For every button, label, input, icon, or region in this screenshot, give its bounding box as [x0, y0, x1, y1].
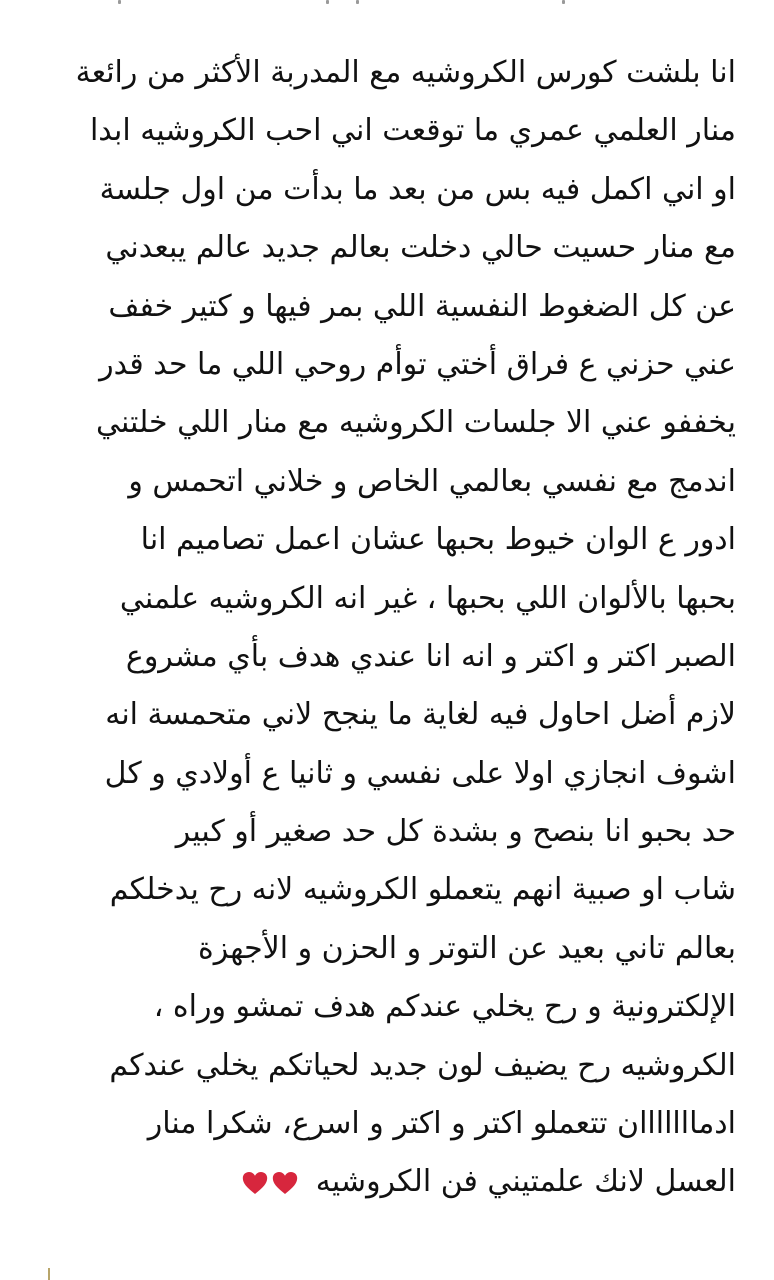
edge-mark — [562, 0, 565, 4]
hearts-group — [238, 1154, 298, 1212]
bottom-edge-mark — [48, 1268, 50, 1280]
text-line: الكروشيه رح يضيف لون جديد لحياتكم يخلي عندكم — [109, 1047, 736, 1083]
edge-mark — [356, 0, 359, 4]
text-line: حد بحبو انا بنصح و بشدة كل حد صغير أو كبير — [175, 814, 736, 850]
text-line: شاب او صبية انهم يتعملو الكروشيه لانه رح يدخلكم — [109, 872, 736, 908]
text-line: اندمج مع نفسي بعالمي الخاص و خلاني اتحمس و — [128, 463, 736, 499]
text-line: اشوف انجازي اولا على نفسي و ثانيا ع أولادي و كل — [104, 755, 736, 791]
text-line: بعالم تاني بعيد عن التوتر و الحزن و الأجهزة — [198, 930, 736, 966]
heart-icon — [272, 1171, 298, 1195]
text-line: عن كل الضغوط النفسية اللي بمر فيها و كتير خفف — [108, 288, 736, 324]
text-line: او اني اكمل فيه بس من بعد ما بدأت من اول جلسة — [99, 171, 736, 207]
text-line: الإلكترونية و رح يخلي عندكم هدف تمشو وراه ، — [153, 989, 736, 1025]
text-line: ادور ع الوان خيوط بحبها عشان اعمل تصاميم انا — [140, 522, 736, 558]
text-line: بحبها بالألوان اللي بحبها ، غير انه الكروشيه علمني — [119, 580, 736, 616]
text-line: منار العلمي عمري ما توقعت اني احب الكروشيه ابدا — [89, 113, 736, 149]
edge-mark — [118, 0, 121, 4]
text-line-last — [60, 1153, 736, 1211]
edge-mark — [326, 0, 329, 4]
text-line: ادمااااااان تتعملو اكتر و اكتر و اسرع، شكرا منار — [147, 1106, 736, 1142]
text-line: عني حزني ع فراق أختي توأم روحي اللي ما حد قدر — [99, 346, 736, 382]
testimonial-text — [60, 44, 736, 1212]
text-line: يخففو عني الا جلسات الكروشيه مع منار اللي خلتني — [95, 405, 736, 441]
text-line: الصبر اكتر و اكتر و انه انا عندي هدف بأي مشروع — [125, 638, 736, 674]
last-line-text: العسل لانك علمتيني فن الكروشيه — [315, 1164, 736, 1200]
text-line: مع منار حسيت حالي دخلت بعالم جديد عالم يبعدني — [105, 230, 736, 266]
heart-icon — [242, 1171, 268, 1195]
text-line: انا بلشت كورس الكروشيه مع المدربة الأكثر من رائعة — [75, 55, 736, 90]
top-edge-marks — [0, 0, 774, 12]
text-line: لازم أضل احاول فيه لغاية ما ينجح لاني متحمسة انه — [105, 697, 736, 733]
